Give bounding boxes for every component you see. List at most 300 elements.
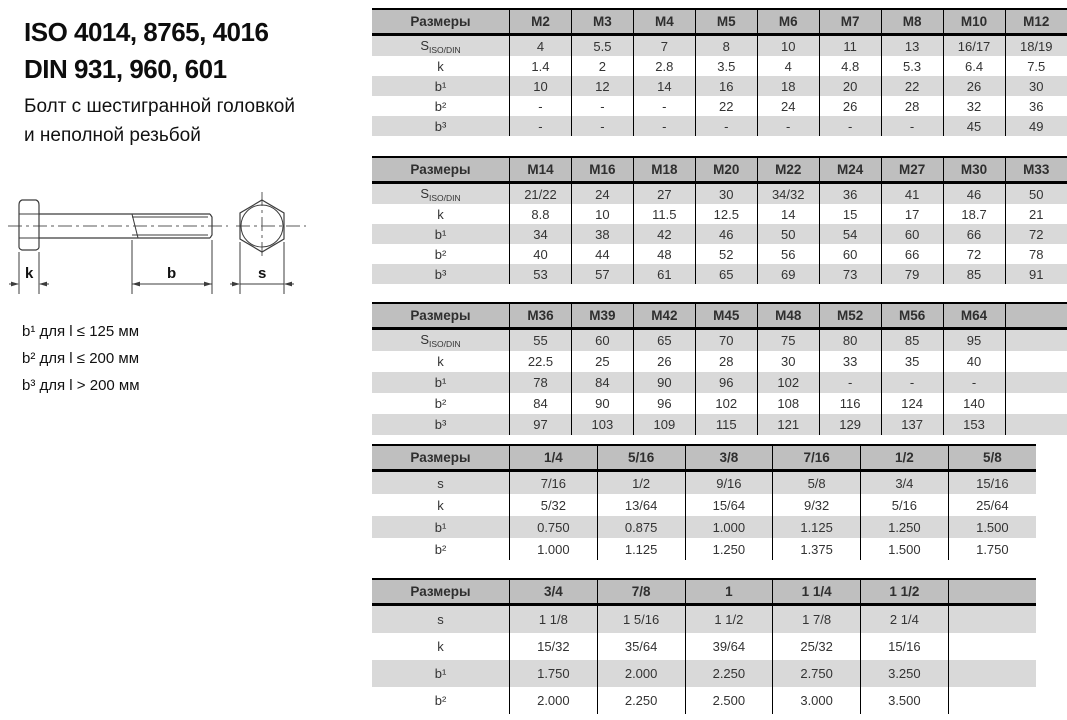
header-row	[372, 303, 1067, 329]
dimension-row	[372, 414, 1067, 435]
value-cell: 34/32	[757, 183, 819, 205]
value-cell: 20	[819, 76, 881, 96]
value-cell: 108	[757, 393, 819, 414]
value-cell: 5.5	[571, 35, 633, 57]
table-metric-m14-m33	[372, 156, 1067, 284]
value-cell: 35/64	[597, 633, 685, 660]
value-cell: 1.500	[861, 538, 949, 560]
value-cell: 75	[757, 329, 819, 352]
dimension-row	[372, 329, 1067, 352]
size-column-header: M2	[510, 9, 572, 35]
value-cell: 11	[819, 35, 881, 57]
value-cell: -	[571, 116, 633, 136]
value-cell: -	[881, 116, 943, 136]
value-cell: 2.000	[597, 660, 685, 687]
row-label: $S_{ISO/DIN}$	[420, 37, 461, 55]
value-cell: 7/16	[510, 471, 598, 495]
dimension-row	[372, 76, 1067, 96]
value-cell: 13/64	[597, 494, 685, 516]
value-cell: -	[633, 96, 695, 116]
value-cell	[1005, 351, 1067, 372]
size-column-header: M16	[571, 157, 633, 183]
size-column-header: 1 1/4	[773, 579, 861, 605]
s-arrow-right	[284, 282, 292, 287]
dimension-row	[372, 660, 1036, 687]
value-cell: -	[943, 372, 1005, 393]
value-cell: 54	[819, 224, 881, 244]
value-cell: -	[510, 116, 572, 136]
value-cell: 137	[881, 414, 943, 435]
dimension-row	[372, 244, 1067, 264]
dim-label-b: b	[167, 265, 177, 282]
value-cell: 56	[757, 244, 819, 264]
value-cell: 33	[819, 351, 881, 372]
header-row	[372, 157, 1067, 183]
value-cell: 1.250	[685, 538, 773, 560]
value-cell: 1.4	[510, 56, 572, 76]
dimension-row	[372, 538, 1036, 560]
value-cell: 85	[881, 329, 943, 352]
value-cell: 129	[819, 414, 881, 435]
bolt-technical-drawing	[8, 188, 310, 308]
value-cell: 14	[757, 204, 819, 224]
value-cell: 61	[633, 264, 695, 284]
value-cell: 1.750	[948, 538, 1036, 560]
size-column-header: M7	[819, 9, 881, 35]
row-label: b²	[434, 246, 447, 262]
row-label: b¹	[434, 666, 447, 681]
value-cell: 124	[881, 393, 943, 414]
value-cell: 8.8	[510, 204, 572, 224]
value-cell: 121	[757, 414, 819, 435]
size-column-header: M3	[571, 9, 633, 35]
subtitle-line1: Болт с шестигранной головкой	[24, 96, 295, 117]
value-cell: 0.750	[510, 516, 598, 538]
value-cell	[948, 633, 1036, 660]
size-column-header: M6	[757, 9, 819, 35]
value-cell: 90	[571, 393, 633, 414]
value-cell: 78	[1005, 244, 1067, 264]
value-cell: 10	[757, 35, 819, 57]
value-cell: 15	[819, 204, 881, 224]
subtitle-line2: и неполной резьбой	[24, 125, 201, 147]
value-cell: 57	[571, 264, 633, 284]
value-cell: 48	[633, 244, 695, 264]
dimension-row	[372, 605, 1036, 634]
value-cell: 16	[695, 76, 757, 96]
row-label: b²	[434, 98, 447, 114]
value-cell: 24	[571, 183, 633, 205]
size-column-header: 7/8	[597, 579, 685, 605]
value-cell: 2	[571, 56, 633, 76]
value-cell: 78	[510, 372, 572, 393]
value-cell: 109	[633, 414, 695, 435]
row-label: s	[437, 475, 444, 491]
value-cell: 60	[571, 329, 633, 352]
value-cell: -	[695, 116, 757, 136]
value-cell	[948, 687, 1036, 714]
row-label: b¹	[434, 226, 447, 242]
value-cell: 1.125	[773, 516, 861, 538]
dimension-row	[372, 393, 1067, 414]
value-cell: 9/32	[773, 494, 861, 516]
value-cell: 22	[695, 96, 757, 116]
value-cell: 5.3	[881, 56, 943, 76]
value-cell: 22	[881, 76, 943, 96]
dimension-row	[372, 96, 1067, 116]
dimension-row	[372, 264, 1067, 284]
dimension-row	[372, 35, 1067, 57]
header-row	[372, 445, 1036, 471]
value-cell: 26	[633, 351, 695, 372]
value-cell: 65	[695, 264, 757, 284]
value-cell: 22.5	[510, 351, 572, 372]
empty-column-header	[1005, 303, 1067, 329]
value-cell: 12.5	[695, 204, 757, 224]
value-cell: 25/32	[773, 633, 861, 660]
value-cell: 10	[571, 204, 633, 224]
value-cell: 90	[633, 372, 695, 393]
table-imperial-quarter-to-five-eighths	[372, 444, 1036, 560]
value-cell: -	[571, 96, 633, 116]
value-cell: 25/64	[948, 494, 1036, 516]
value-cell: 55	[510, 329, 572, 352]
value-cell: 9/16	[685, 471, 773, 495]
value-cell: 40	[943, 351, 1005, 372]
value-cell: 41	[881, 183, 943, 205]
footnote-b1: b¹ для l ≤ 125 мм	[22, 323, 140, 340]
sizes-header-cell: Размеры	[372, 445, 510, 471]
value-cell: 102	[757, 372, 819, 393]
row-label: $S_{ISO/DIN}$	[420, 185, 461, 203]
dimension-row	[372, 471, 1036, 495]
value-cell: 3.250	[861, 660, 949, 687]
value-cell: 50	[1005, 183, 1067, 205]
size-column-header: 1 1/2	[861, 579, 949, 605]
value-cell: 30	[695, 183, 757, 205]
value-cell: 80	[819, 329, 881, 352]
value-cell	[1005, 372, 1067, 393]
value-cell: -	[819, 116, 881, 136]
sizes-header-cell: Размеры	[372, 157, 510, 183]
value-cell: 84	[571, 372, 633, 393]
value-cell: 49	[1005, 116, 1067, 136]
row-label: k	[437, 58, 444, 74]
value-cell: -	[510, 96, 572, 116]
value-cell: 46	[943, 183, 1005, 205]
value-cell	[1005, 393, 1067, 414]
size-column-header: M52	[819, 303, 881, 329]
value-cell: 17	[881, 204, 943, 224]
size-column-header: M42	[633, 303, 695, 329]
value-cell: 3/4	[861, 471, 949, 495]
sizes-header-cell: Размеры	[372, 579, 510, 605]
value-cell: 72	[943, 244, 1005, 264]
value-cell	[1005, 329, 1067, 352]
value-cell: 15/64	[685, 494, 773, 516]
footnote-b3: b³ для l > 200 мм	[22, 377, 140, 394]
dimension-row	[372, 204, 1067, 224]
row-label: k	[437, 639, 444, 654]
table-metric-m36-m64	[372, 302, 1067, 435]
value-cell: 3.5	[695, 56, 757, 76]
value-cell: 15/16	[861, 633, 949, 660]
size-column-header: M33	[1005, 157, 1067, 183]
value-cell: 66	[943, 224, 1005, 244]
value-cell: 91	[1005, 264, 1067, 284]
value-cell: 4.8	[819, 56, 881, 76]
value-cell: 97	[510, 414, 572, 435]
value-cell: 45	[943, 116, 1005, 136]
value-cell: 34	[510, 224, 572, 244]
value-cell: 6.4	[943, 56, 1005, 76]
row-label: b¹	[434, 375, 447, 390]
size-column-header: M27	[881, 157, 943, 183]
value-cell: 7	[633, 35, 695, 57]
row-label: b²	[434, 693, 447, 708]
value-cell: 10	[510, 76, 572, 96]
value-cell: 7.5	[1005, 56, 1067, 76]
title-iso: ISO 4014, 8765, 4016	[24, 17, 269, 47]
value-cell: 70	[695, 329, 757, 352]
dimension-row	[372, 56, 1067, 76]
value-cell: 18	[757, 76, 819, 96]
value-cell: 79	[881, 264, 943, 284]
header-row	[372, 579, 1036, 605]
value-cell: 21/22	[510, 183, 572, 205]
title-din: DIN 931, 960, 601	[24, 53, 227, 84]
size-column-header: M14	[510, 157, 572, 183]
row-label: k	[437, 206, 444, 222]
dimension-row	[372, 372, 1067, 393]
value-cell: 1.125	[597, 538, 685, 560]
dimension-row	[372, 633, 1036, 660]
value-cell: -	[881, 372, 943, 393]
value-cell	[948, 660, 1036, 687]
dimension-row	[372, 494, 1036, 516]
value-cell: 2.250	[597, 687, 685, 714]
value-cell: 1.750	[510, 660, 598, 687]
k-arrow-right	[39, 282, 47, 287]
value-cell: 21	[1005, 204, 1067, 224]
value-cell: 32	[943, 96, 1005, 116]
value-cell: 50	[757, 224, 819, 244]
value-cell: 30	[1005, 76, 1067, 96]
value-cell	[948, 605, 1036, 634]
value-cell: 1.500	[948, 516, 1036, 538]
row-label: b³	[434, 266, 447, 282]
size-column-header: 5/16	[597, 445, 685, 471]
value-cell: 2.500	[685, 687, 773, 714]
value-cell: 96	[695, 372, 757, 393]
b-arrow-right	[204, 282, 212, 287]
row-label: b³	[434, 417, 447, 432]
size-column-header: M45	[695, 303, 757, 329]
value-cell: 2.000	[510, 687, 598, 714]
dim-label-k: k	[25, 265, 34, 282]
size-column-header: M30	[943, 157, 1005, 183]
b-arrow-left	[132, 282, 140, 287]
size-column-header: M39	[571, 303, 633, 329]
value-cell: 36	[819, 183, 881, 205]
sizes-header-cell: Размеры	[372, 9, 510, 35]
value-cell: 116	[819, 393, 881, 414]
size-column-header: 1/4	[510, 445, 598, 471]
value-cell: 84	[510, 393, 572, 414]
value-cell: 39/64	[685, 633, 773, 660]
value-cell: 66	[881, 244, 943, 264]
value-cell: -	[757, 116, 819, 136]
value-cell: 11.5	[633, 204, 695, 224]
dim-label-s: s	[258, 265, 267, 282]
row-label: k	[437, 354, 444, 369]
dimension-row	[372, 183, 1067, 205]
value-cell: 96	[633, 393, 695, 414]
value-cell: 30	[757, 351, 819, 372]
size-column-header: M24	[819, 157, 881, 183]
value-cell: 8	[695, 35, 757, 57]
dimension-row	[372, 351, 1067, 372]
size-column-header: M4	[633, 9, 695, 35]
value-cell: 28	[881, 96, 943, 116]
value-cell: 25	[571, 351, 633, 372]
value-cell: 102	[695, 393, 757, 414]
size-column-header: M5	[695, 9, 757, 35]
value-cell: 60	[881, 224, 943, 244]
value-cell	[1005, 414, 1067, 435]
dimension-row	[372, 224, 1067, 244]
value-cell: 42	[633, 224, 695, 244]
value-cell: 26	[819, 96, 881, 116]
value-cell: 69	[757, 264, 819, 284]
value-cell: 1 5/16	[597, 605, 685, 634]
size-column-header: M20	[695, 157, 757, 183]
value-cell: 38	[571, 224, 633, 244]
value-cell: 16/17	[943, 35, 1005, 57]
value-cell: 28	[695, 351, 757, 372]
size-column-header: M36	[510, 303, 572, 329]
dimension-row	[372, 516, 1036, 538]
size-column-header: 7/16	[773, 445, 861, 471]
value-cell: 65	[633, 329, 695, 352]
value-cell: 40	[510, 244, 572, 264]
value-cell: 72	[1005, 224, 1067, 244]
value-cell: 140	[943, 393, 1005, 414]
row-label: b²	[434, 541, 447, 557]
row-label: b¹	[434, 519, 447, 535]
value-cell: 15/32	[510, 633, 598, 660]
value-cell: 103	[571, 414, 633, 435]
value-cell: 1.250	[861, 516, 949, 538]
row-label: b²	[434, 396, 447, 411]
value-cell: 18.7	[943, 204, 1005, 224]
value-cell: 46	[695, 224, 757, 244]
value-cell: 1 1/8	[510, 605, 598, 634]
value-cell: 4	[510, 35, 572, 57]
value-cell: 44	[571, 244, 633, 264]
s-arrow-left	[232, 282, 240, 287]
size-column-header: M18	[633, 157, 695, 183]
value-cell: 1 7/8	[773, 605, 861, 634]
value-cell: 3.500	[861, 687, 949, 714]
table-imperial-three-quarters-to-one-and-half	[372, 578, 1036, 714]
value-cell: 14	[633, 76, 695, 96]
value-cell: 73	[819, 264, 881, 284]
sizes-header-cell: Размеры	[372, 303, 510, 329]
value-cell: 85	[943, 264, 1005, 284]
value-cell: 1/2	[597, 471, 685, 495]
size-column-header: 3/4	[510, 579, 598, 605]
value-cell: 1 1/2	[685, 605, 773, 634]
row-label: s	[437, 612, 444, 627]
value-cell: 13	[881, 35, 943, 57]
value-cell: 18/19	[1005, 35, 1067, 57]
size-column-header: M12	[1005, 9, 1067, 35]
value-cell: 27	[633, 183, 695, 205]
value-cell: 153	[943, 414, 1005, 435]
size-column-header: M22	[757, 157, 819, 183]
value-cell: 5/32	[510, 494, 598, 516]
value-cell: 115	[695, 414, 757, 435]
footnotes	[22, 318, 140, 399]
value-cell: 15/16	[948, 471, 1036, 495]
header-row	[372, 9, 1067, 35]
value-cell: 35	[881, 351, 943, 372]
row-label: b¹	[434, 78, 447, 94]
size-column-header: M64	[943, 303, 1005, 329]
value-cell: 2.250	[685, 660, 773, 687]
value-cell: 52	[695, 244, 757, 264]
value-cell: 4	[757, 56, 819, 76]
table-metric-m2-m12	[372, 8, 1067, 136]
empty-column-header	[948, 579, 1036, 605]
value-cell: 5/8	[773, 471, 861, 495]
size-column-header: M8	[881, 9, 943, 35]
k-arrow-left	[11, 282, 19, 287]
page-subtitle	[24, 92, 295, 151]
value-cell: 24	[757, 96, 819, 116]
size-column-header: 1/2	[861, 445, 949, 471]
value-cell: 12	[571, 76, 633, 96]
value-cell: 1.375	[773, 538, 861, 560]
bolt-head	[19, 200, 39, 250]
value-cell: -	[633, 116, 695, 136]
value-cell: 2 1/4	[861, 605, 949, 634]
size-column-header: M48	[757, 303, 819, 329]
value-cell: 60	[819, 244, 881, 264]
value-cell: 26	[943, 76, 1005, 96]
dimension-row	[372, 687, 1036, 714]
row-label: k	[437, 497, 444, 513]
value-cell: 2.750	[773, 660, 861, 687]
value-cell: 36	[1005, 96, 1067, 116]
value-cell: 5/16	[861, 494, 949, 516]
dimension-row	[372, 116, 1067, 136]
value-cell: 2.8	[633, 56, 695, 76]
size-column-header: 1	[685, 579, 773, 605]
value-cell: -	[819, 372, 881, 393]
footnote-b2: b² для l ≤ 200 мм	[22, 350, 140, 367]
value-cell: 3.000	[773, 687, 861, 714]
value-cell: 95	[943, 329, 1005, 352]
size-column-header: M56	[881, 303, 943, 329]
page-title	[24, 14, 268, 88]
size-column-header: 5/8	[948, 445, 1036, 471]
size-column-header: M10	[943, 9, 1005, 35]
value-cell: 1.000	[510, 538, 598, 560]
row-label: $S_{ISO/DIN}$	[420, 332, 461, 349]
size-column-header: 3/8	[685, 445, 773, 471]
